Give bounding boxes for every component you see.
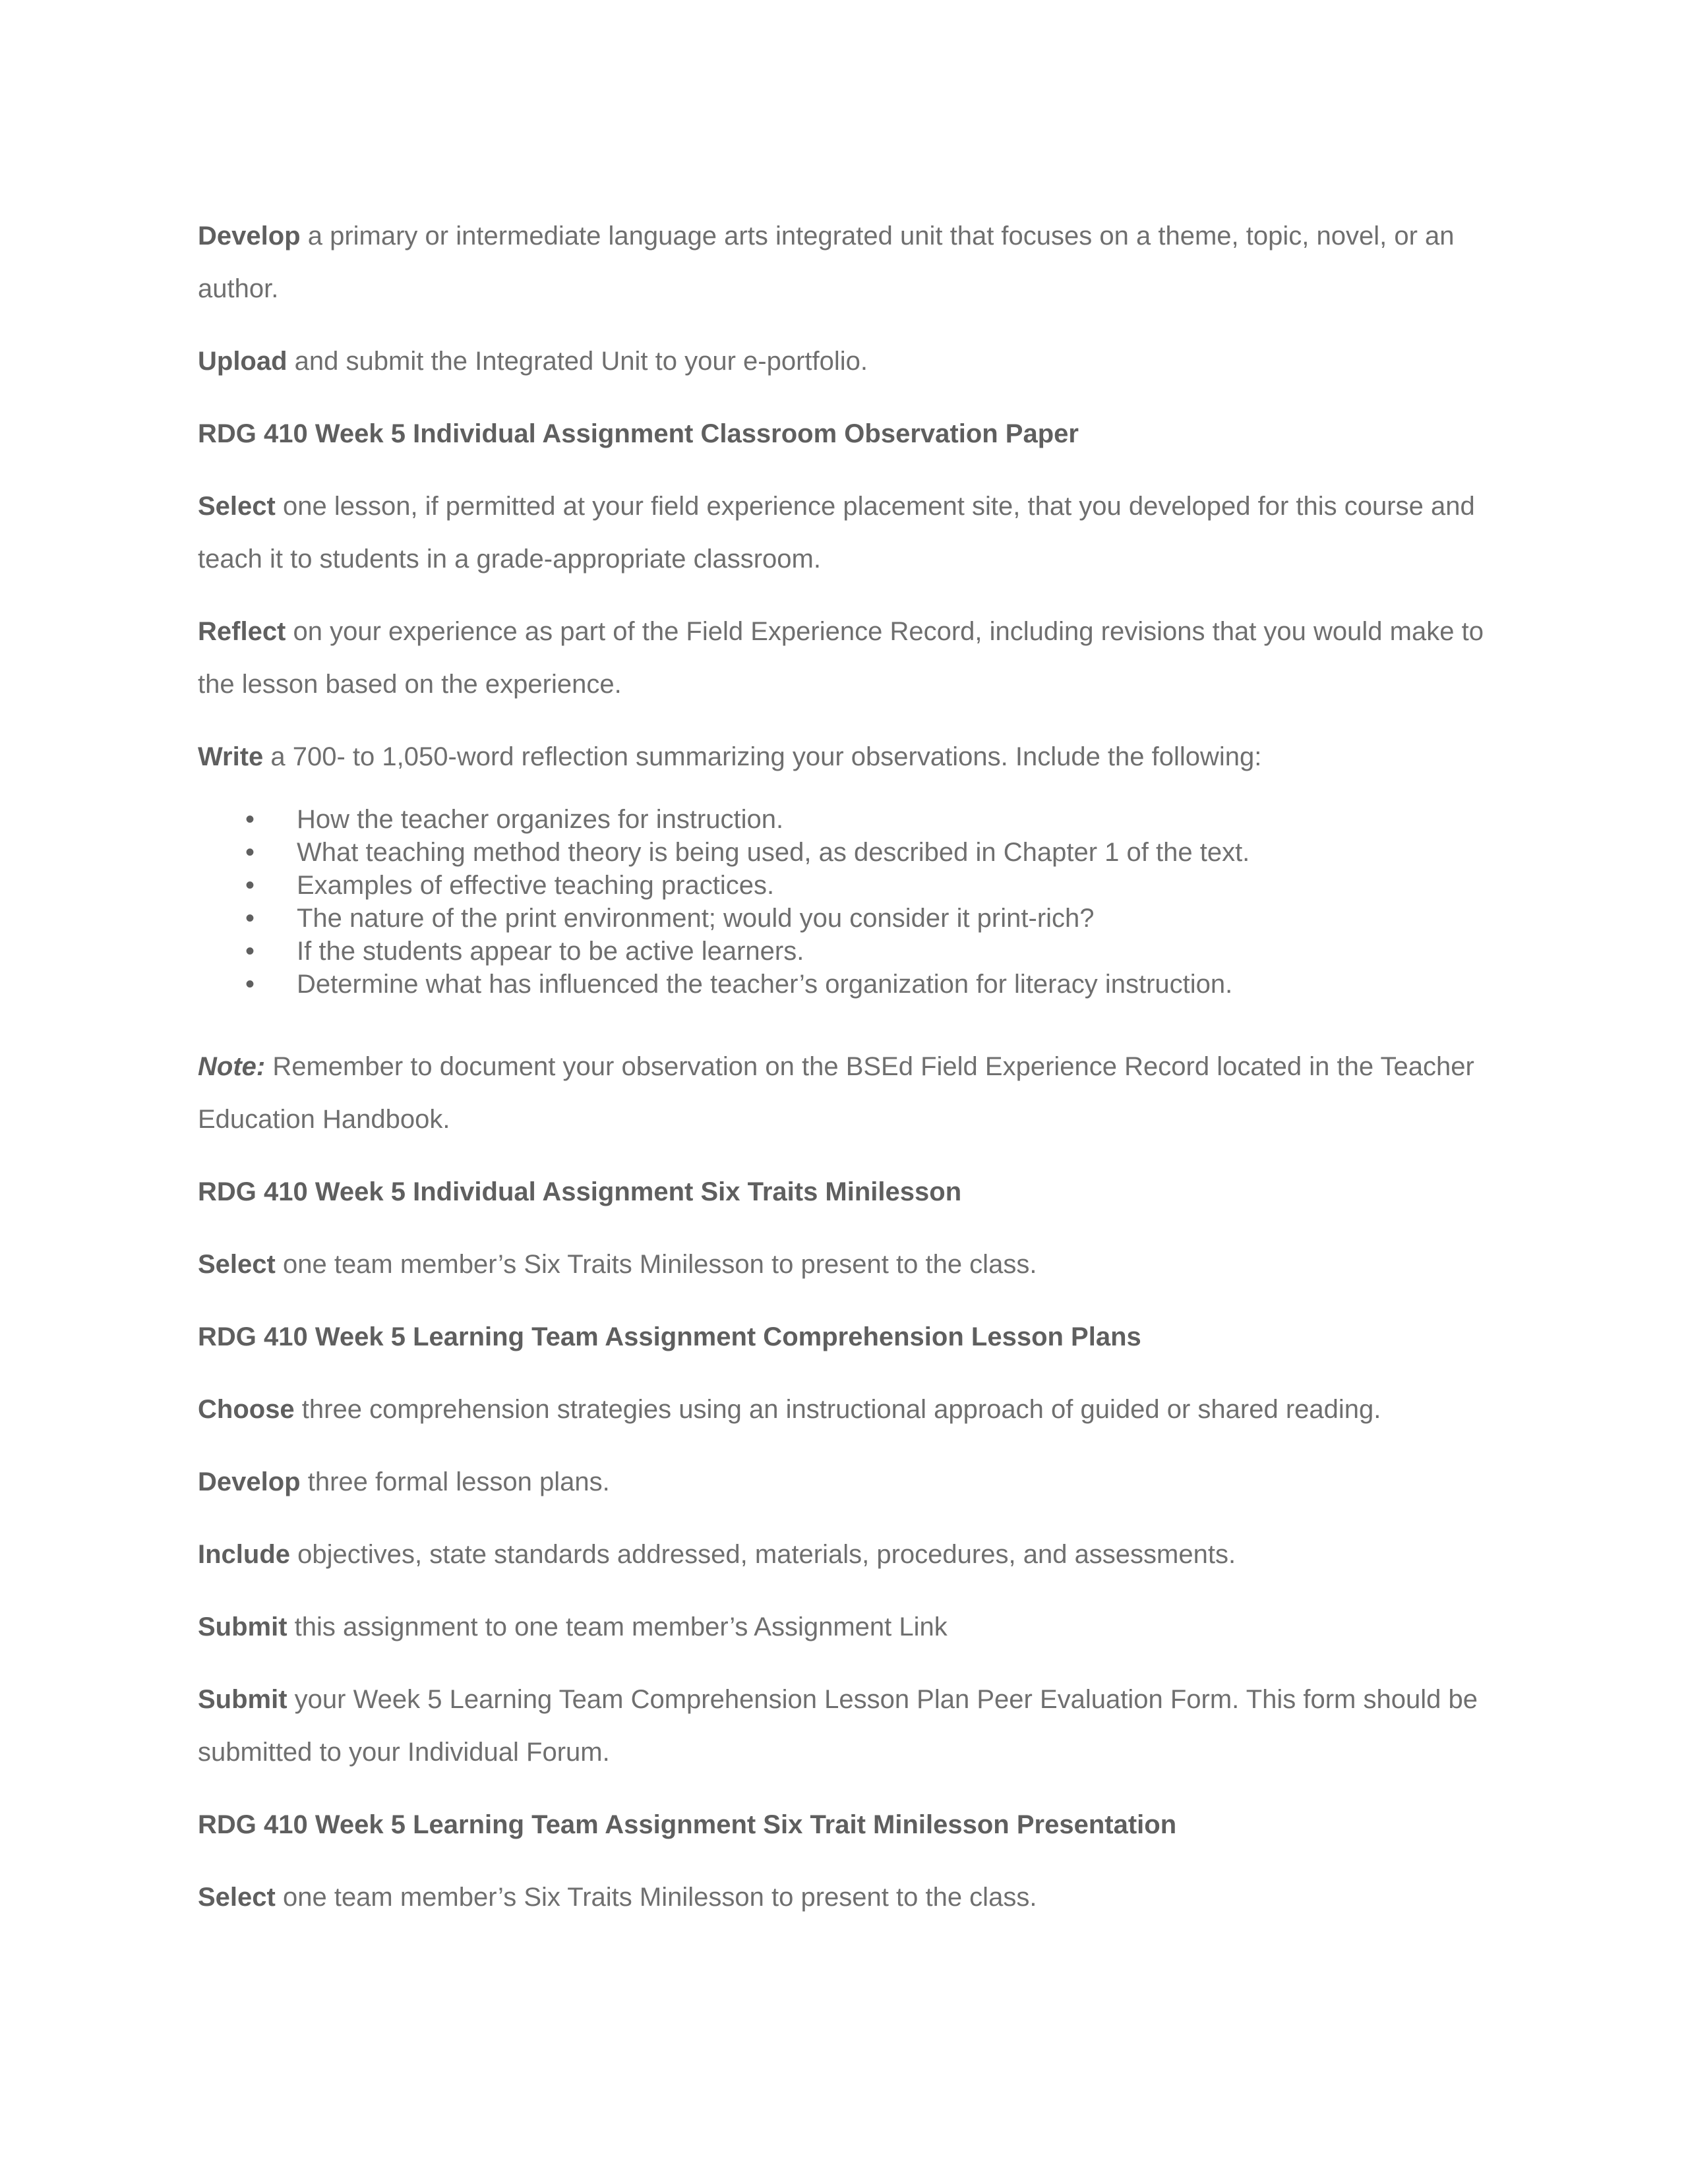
paragraph-submit-assignment — [198, 1601, 1490, 1653]
paragraph-include — [198, 1528, 1490, 1581]
lead-word: Submit — [198, 1685, 287, 1714]
paragraph-text: and submit the Integrated Unit to your e-portfolio. — [287, 347, 868, 376]
note-text: Remember to document your observation on the BSEd Field Experience Record located in the Teacher Education Handbook. — [198, 1052, 1474, 1134]
list-item-text: If the students appear to be active learners. — [297, 937, 804, 966]
bullet-icon: • — [245, 970, 255, 999]
paragraph-text: this assignment to one team member’s Assignment Link — [287, 1612, 948, 1641]
paragraph-text: one team member’s Six Traits Minilesson to present to the class. — [275, 1883, 1037, 1912]
paragraph-reflect — [198, 605, 1490, 711]
list-item-text: The nature of the print environment; would you consider it print-rich? — [297, 904, 1095, 933]
lead-word: Select — [198, 492, 276, 521]
paragraph-upload — [198, 335, 1490, 388]
paragraph-select-minilesson — [198, 1238, 1490, 1291]
bullet-icon: • — [245, 805, 255, 834]
list-item-text: Examples of effective teaching practices. — [297, 871, 775, 900]
list-item — [198, 968, 1490, 1001]
paragraph-text: three comprehension strategies using an instructional approach of guided or shared reading. — [294, 1395, 1381, 1424]
lead-word: Choose — [198, 1395, 295, 1424]
lead-word: Develop — [198, 221, 301, 251]
heading-comprehension-lesson-plans: RDG 410 Week 5 Learning Team Assignment Comprehension Lesson Plans — [198, 1322, 1141, 1351]
lead-word: Develop — [198, 1467, 301, 1496]
paragraph-develop-plans — [198, 1456, 1490, 1508]
paragraph-write — [198, 730, 1490, 783]
note-label: Note: — [198, 1052, 266, 1081]
paragraph-submit-evaluation — [198, 1673, 1490, 1779]
paragraph-text: on your experience as part of the Field Experience Record, including revisions that you would make to the lesson based on the experience. — [198, 617, 1484, 699]
paragraph-text: a 700- to 1,050-word reflection summarizing your observations. Include the following: — [263, 742, 1262, 771]
paragraph-select-presentation — [198, 1871, 1490, 1924]
heading-classroom-observation: RDG 410 Week 5 Individual Assignment Classroom Observation Paper — [198, 419, 1079, 448]
bullet-icon: • — [245, 904, 255, 933]
paragraph-text: your Week 5 Learning Team Comprehension Lesson Plan Peer Evaluation Form. This form should be submitted to your Individual Forum. — [198, 1685, 1478, 1767]
paragraph-develop-unit — [198, 210, 1490, 315]
list-item — [198, 935, 1490, 968]
lead-word: Write — [198, 742, 264, 771]
paragraph-text: objectives, state standards addressed, materials, procedures, and assessments. — [290, 1540, 1236, 1569]
paragraph-text: a primary or intermediate language arts integrated unit that focuses on a theme, topic, novel, or an author. — [198, 221, 1455, 303]
list-item — [198, 902, 1490, 935]
lead-word: Upload — [198, 347, 287, 376]
list-item-text: What teaching method theory is being used, as described in Chapter 1 of the text. — [297, 838, 1250, 867]
paragraph-text: one lesson, if permitted at your field experience placement site, that you developed for this course and teach it to students in a grade-appropriate classroom. — [198, 492, 1475, 574]
lead-word: Reflect — [198, 617, 286, 646]
bullet-icon: • — [245, 838, 255, 867]
paragraph-note — [198, 1040, 1490, 1146]
bullet-icon: • — [245, 937, 255, 966]
list-item-text: How the teacher organizes for instruction. — [297, 805, 784, 834]
paragraph-text: three formal lesson plans. — [300, 1467, 610, 1496]
lead-word: Select — [198, 1250, 276, 1279]
bullet-icon: • — [245, 871, 255, 900]
paragraph-select-lesson — [198, 480, 1490, 585]
paragraph-choose — [198, 1383, 1490, 1436]
lead-word: Select — [198, 1883, 276, 1912]
list-item — [198, 803, 1490, 836]
observation-bullet-list — [198, 803, 1490, 1001]
list-item — [198, 869, 1490, 902]
lead-word: Include — [198, 1540, 291, 1569]
list-item-text: Determine what has influenced the teacher’s organization for literacy instruction. — [297, 970, 1233, 999]
paragraph-text: one team member’s Six Traits Minilesson to present to the class. — [275, 1250, 1037, 1279]
document-page — [198, 210, 1490, 1943]
lead-word: Submit — [198, 1612, 287, 1641]
heading-minilesson-presentation: RDG 410 Week 5 Learning Team Assignment Six Trait Minilesson Presentation — [198, 1810, 1177, 1839]
heading-six-traits-minilesson: RDG 410 Week 5 Individual Assignment Six Traits Minilesson — [198, 1177, 962, 1206]
list-item — [198, 836, 1490, 869]
